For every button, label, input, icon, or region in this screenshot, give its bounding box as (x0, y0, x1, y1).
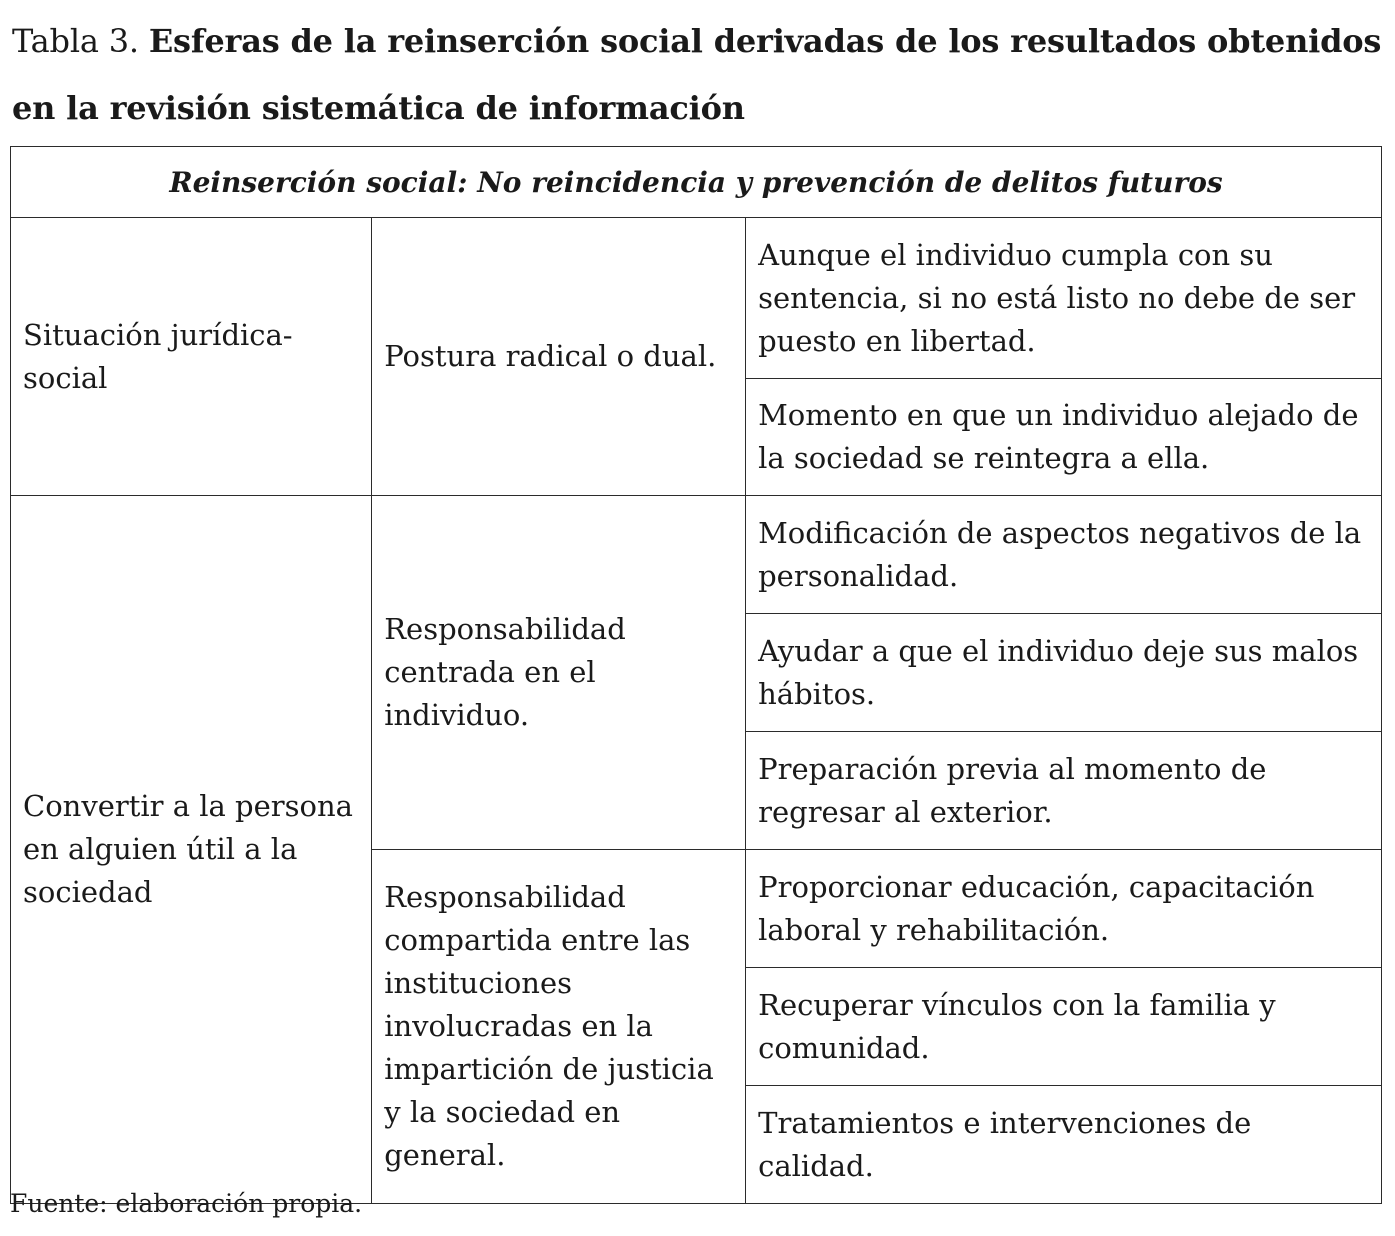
table-row (11, 496, 1382, 614)
description-cell: Preparación previa al momento de regresar al exterior. (746, 732, 1382, 850)
source-note: Fuente: elaboración propia. (10, 1189, 363, 1218)
description-cell: Proporcionar educación, capacitación laboral y rehabilitación. (746, 850, 1382, 968)
table-row (11, 218, 1382, 379)
description-cell: Tratamientos e intervenciones de calidad. (746, 1086, 1382, 1204)
sphere-cell: Convertir a la persona en alguien útil a la sociedad (11, 496, 372, 1204)
description-cell: Ayudar a que el individuo deje sus malos hábitos. (746, 614, 1382, 732)
stance-cell: Responsabilidad compartida entre las instituciones involucradas en la impartición de justicia y la sociedad en general. (372, 850, 746, 1204)
stance-cell: Postura radical o dual. (372, 218, 746, 496)
description-cell: Modificación de aspectos negativos de la personalidad. (746, 496, 1382, 614)
sphere-cell: Situación jurídica-social (11, 218, 372, 496)
reinsertion-table (10, 146, 1382, 1204)
table-header: Reinserción social: No reincidencia y prevención de delitos futuros (11, 147, 1382, 218)
table-title: Esferas de la reinserción social derivadas de los resultados obtenidos en la revisión sistemática de información (12, 22, 1382, 127)
description-cell: Aunque el individuo cumpla con su sentencia, si no está listo no debe de ser puesto en libertad. (746, 218, 1382, 379)
description-cell: Momento en que un individuo alejado de la sociedad se reintegra a ella. (746, 379, 1382, 496)
stance-cell: Responsabilidad centrada en el individuo. (372, 496, 746, 850)
table-caption (12, 8, 1382, 142)
table-header-row (11, 147, 1382, 218)
table-number: Tabla 3. (12, 22, 149, 60)
description-cell: Recuperar vínculos con la familia y comunidad. (746, 968, 1382, 1086)
